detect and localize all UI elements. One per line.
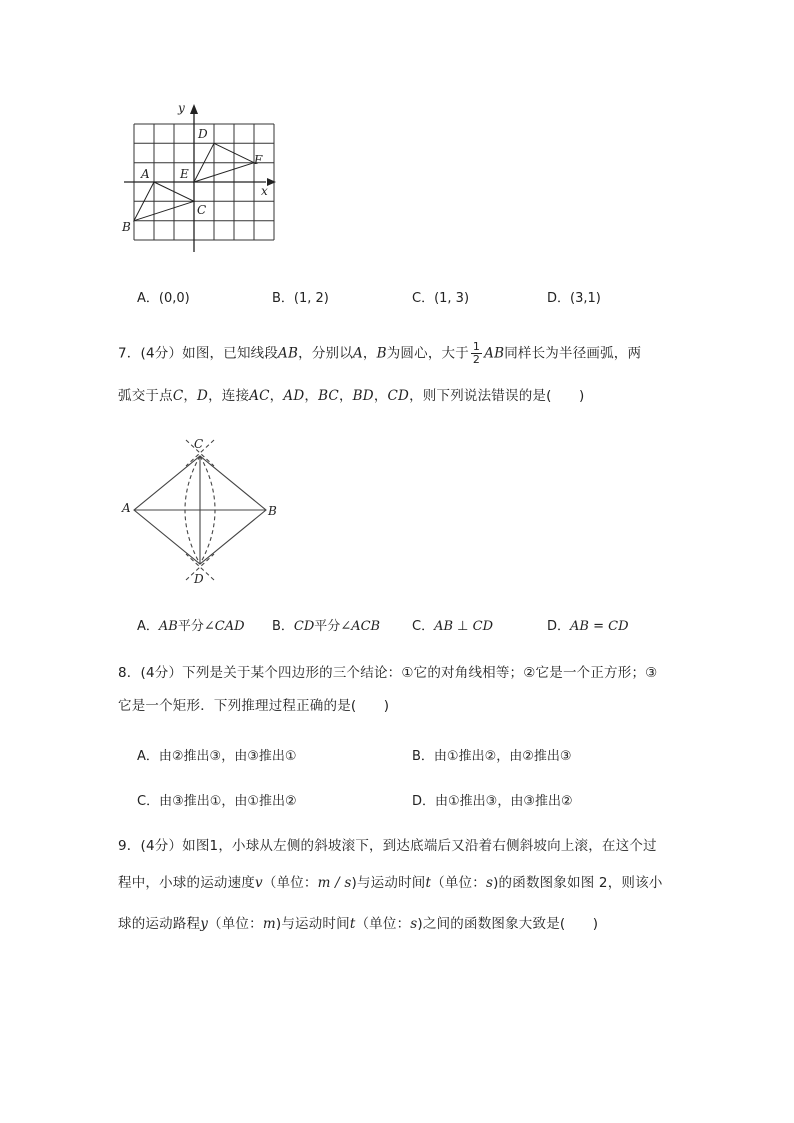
label-C: C: [194, 437, 204, 451]
label-B: B: [122, 220, 131, 234]
q7-stem-line1: 7．(4分）如图，已知线段AB，分别以A，B为圆心，大于 $\frac{1}{2}$ AB同样长为半径画弧，两: [118, 340, 642, 366]
q8-stem-line2: 它是一个矩形．下列推理过程正确的是( ): [118, 698, 390, 714]
option-text: (1, 3): [434, 291, 470, 306]
label-A: A: [141, 167, 150, 181]
q7-option-c[interactable]: C．AB ⊥ CD: [412, 619, 493, 634]
q7-stem-line2: 弧交于点C，D，连接AC，AD，BC，BD，CD，则下列说法错误的是( ): [118, 388, 585, 404]
q9-stem-line1: 9．(4分）如图1，小球从左侧的斜坡滚下，到达底端后又沿着右侧斜坡向上滚，在这个过: [118, 838, 657, 854]
label-E: E: [180, 167, 189, 181]
q8-option-b[interactable]: B．由①推出②，由②推出③: [412, 749, 572, 764]
label-x: x: [261, 184, 268, 198]
q7-construction-figure: [118, 432, 288, 588]
label-F: F: [254, 153, 263, 167]
option-letter: B．: [272, 291, 294, 306]
q8-option-a[interactable]: A．由②推出③，由③推出①: [137, 749, 297, 764]
label-y: y: [178, 101, 185, 115]
q6-option-c[interactable]: [412, 287, 469, 306]
option-letter: C．: [412, 291, 435, 306]
x-axis-arrow: [267, 178, 276, 186]
label-D: D: [194, 572, 204, 586]
option-text: (1, 2): [293, 291, 329, 306]
q6-coordinate-figure: [118, 98, 288, 258]
label-C: C: [197, 203, 207, 217]
fraction-one-half: $\frac{1}{2}$: [472, 340, 481, 366]
q6-option-b[interactable]: [272, 287, 329, 306]
y-axis-arrow: [190, 104, 198, 114]
option-text: (3,1): [570, 291, 601, 306]
q6-option-a[interactable]: [137, 287, 190, 306]
q8-stem-line1: 8．(4分）下列是关于某个四边形的三个结论：①它的对角线相等；②它是一个正方形；③: [118, 665, 658, 681]
label-A: A: [122, 501, 131, 515]
q9-stem-line3: 球的运动路程y（单位：m)与运动时间t（单位：s)之间的函数图象大致是( ): [118, 916, 599, 932]
q7-option-d[interactable]: D．AB = CD: [547, 619, 629, 634]
q7-option-b[interactable]: B．CD平分∠ACB: [272, 619, 381, 634]
option-letter: D．: [547, 291, 571, 306]
label-B: B: [268, 504, 277, 518]
option-letter: A．: [137, 291, 159, 306]
q9-stem-line2: 程中，小球的运动速度v（单位：m / s)与运动时间t（单位：s)的函数图象如图 2，则该小: [118, 875, 663, 891]
q8-option-c[interactable]: C．由③推出①，由①推出②: [137, 794, 297, 809]
q7-option-a[interactable]: A．AB平分∠CAD: [137, 619, 245, 634]
q8-option-d[interactable]: D．由①推出③，由③推出②: [412, 794, 573, 809]
q6-option-d[interactable]: [547, 287, 601, 306]
label-D: D: [198, 127, 208, 141]
option-text: (0,0): [158, 291, 190, 306]
